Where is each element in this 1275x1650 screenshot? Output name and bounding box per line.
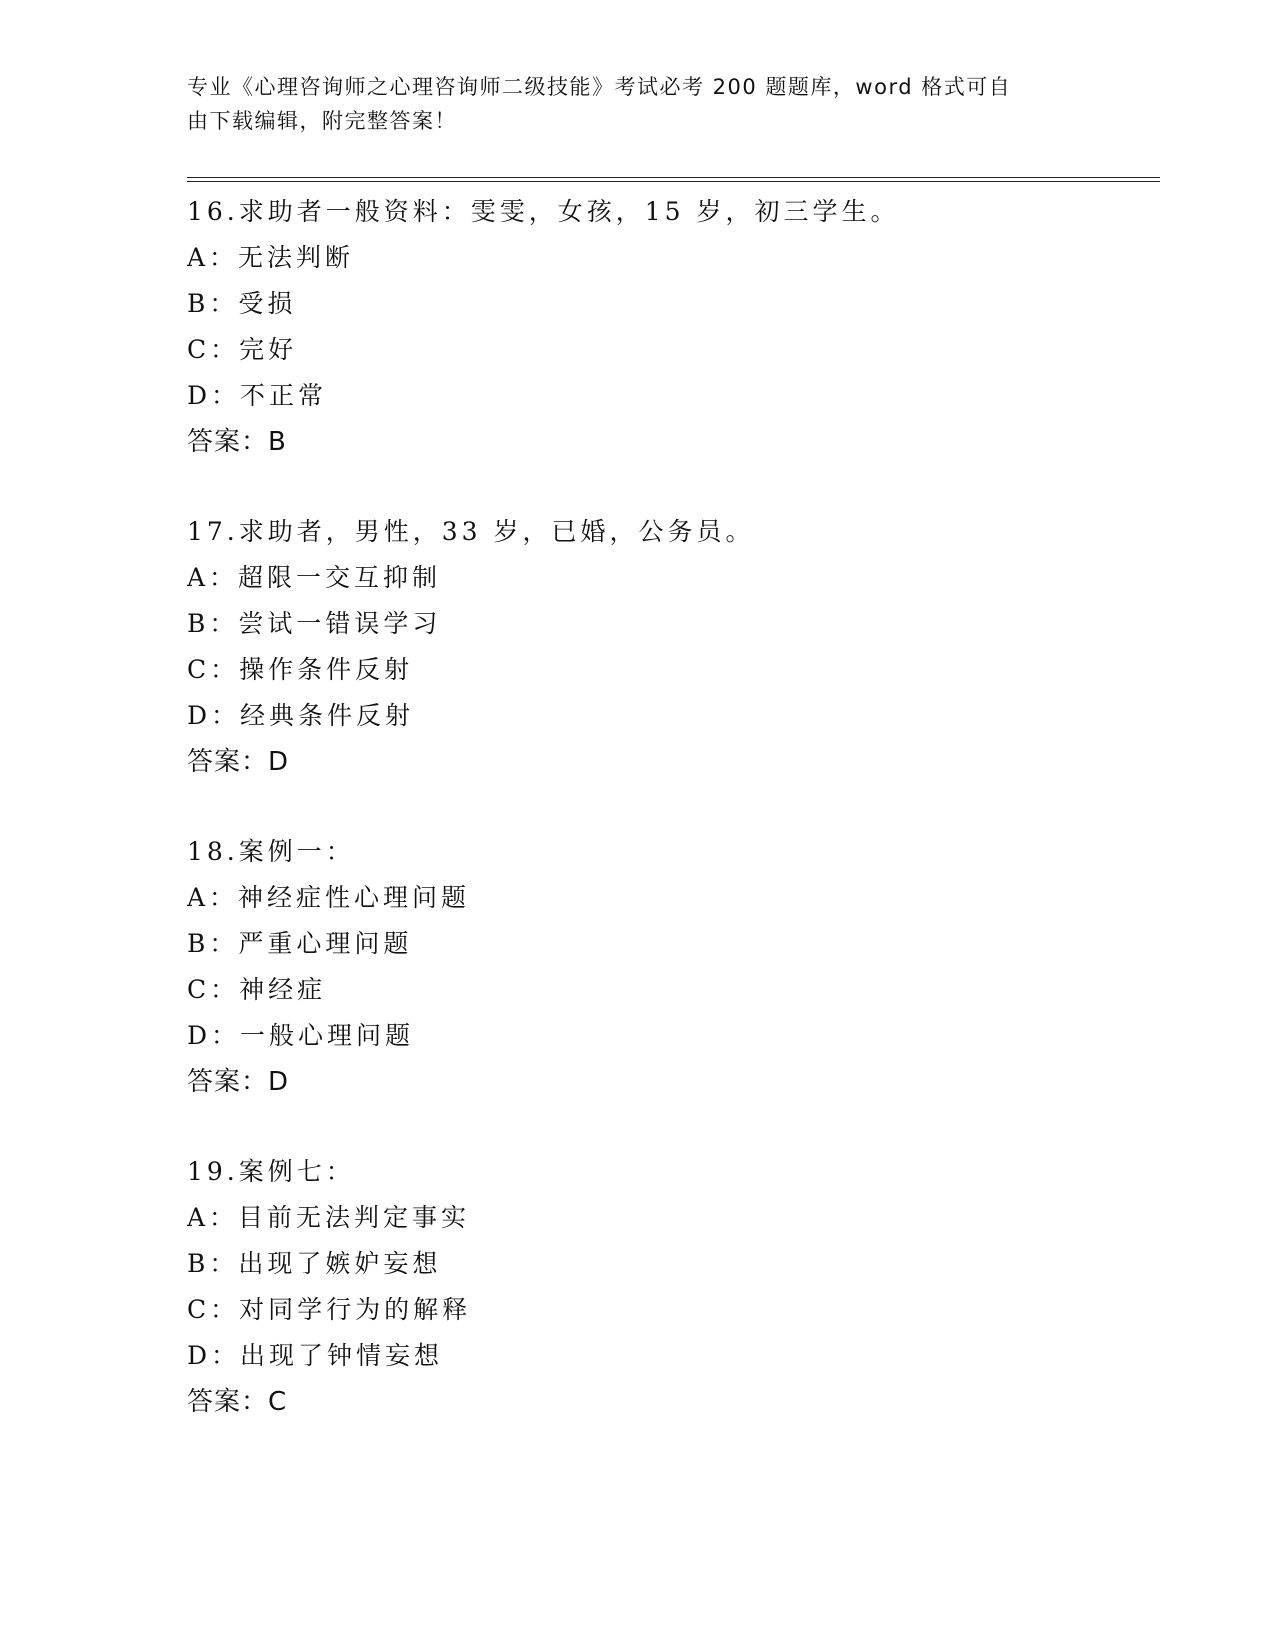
question-spacer: [187, 1105, 1157, 1149]
option-d: D：出现了钟情妄想: [187, 1341, 444, 1370]
option-b: B：出现了嫉妒妄想: [187, 1249, 442, 1278]
question-stem: 19.案例七：: [187, 1157, 355, 1186]
answer: 答案：D: [187, 747, 290, 777]
answer: 答案：C: [187, 1387, 288, 1417]
option-b: B：严重心理问题: [187, 929, 413, 958]
option-d: D：一般心理问题: [187, 1021, 415, 1050]
option-a: A：无法判断: [187, 243, 355, 272]
question-stem: 16.求助者一般资料：雯雯，女孩，15 岁，初三学生。: [187, 197, 900, 226]
question-stem: 18.案例一：: [187, 837, 355, 866]
option-c: C：完好: [187, 335, 298, 364]
option-d: D：不正常: [187, 381, 328, 410]
question-spacer: [187, 785, 1157, 829]
answer: 答案：D: [187, 1067, 290, 1097]
question-spacer: [187, 465, 1157, 509]
document-header: [187, 70, 1067, 138]
question-19: [187, 1149, 1157, 1425]
header-divider-bottom: [187, 181, 1160, 182]
option-a: A：超限一交互抑制: [187, 563, 442, 592]
question-stem: 17.求助者，男性，33 岁，已婚，公务员。: [187, 517, 755, 546]
header-line-2: 由下载编辑，附完整答案！: [187, 109, 457, 133]
option-d: D：经典条件反射: [187, 701, 415, 730]
option-b: B：受损: [187, 289, 297, 318]
option-b: B：尝试一错误学习: [187, 609, 442, 638]
question-list: [187, 189, 1157, 1425]
header-divider-top: [187, 177, 1160, 178]
option-c: C：神经症: [187, 975, 327, 1004]
answer: 答案：B: [187, 427, 287, 457]
question-17: [187, 509, 1157, 785]
question-18: [187, 829, 1157, 1105]
header-line-1: 专业《心理咨询师之心理咨询师二级技能》考试必考 200 题题库，word 格式可自: [187, 75, 1012, 99]
option-a: A：目前无法判定事实: [187, 1203, 471, 1232]
question-16: [187, 189, 1157, 465]
option-a: A：神经症性心理问题: [187, 883, 471, 912]
option-c: C：操作条件反射: [187, 655, 414, 684]
option-c: C：对同学行为的解释: [187, 1295, 472, 1324]
